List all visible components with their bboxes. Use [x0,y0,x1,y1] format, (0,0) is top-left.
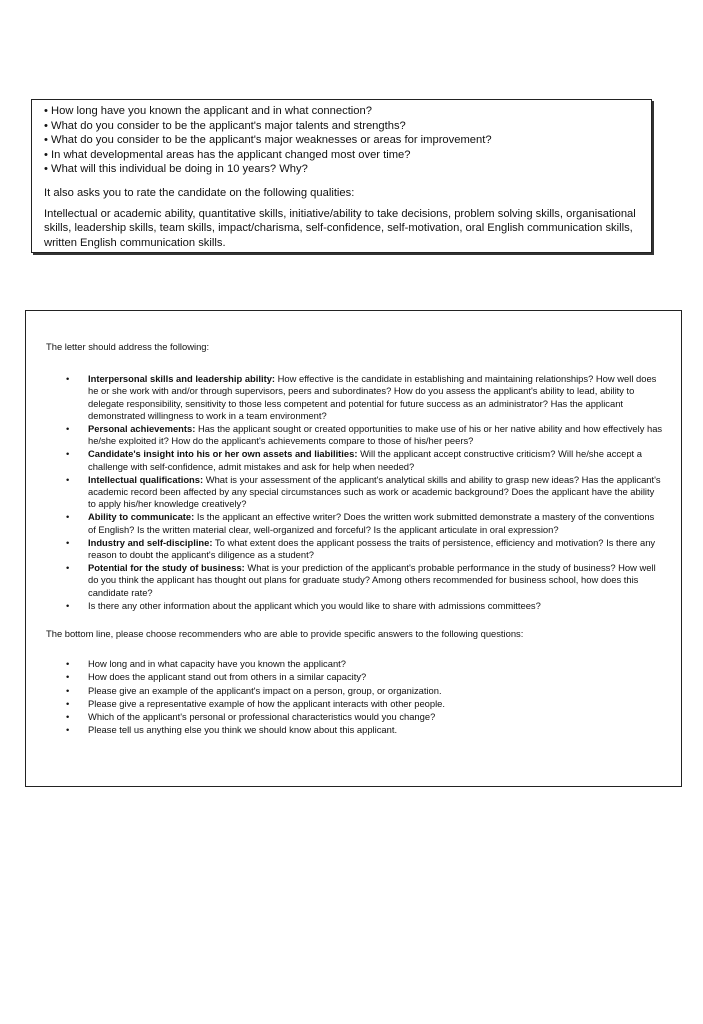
question-text: Please give an example of the applicant's impact on a person, group, or organization. [88,684,442,696]
question-text: How long and in what capacity have you known the applicant? [88,658,346,670]
question-line: • What do you consider to be the applicant's major weaknesses or areas for improvement? [44,134,492,147]
bullet-icon: • [66,473,70,485]
criteria-item [46,511,663,535]
criteria-item [46,423,663,447]
criteria-text: Is there any other information about the applicant which you would like to share with admissions committees? [88,599,541,611]
criteria-item [46,448,663,472]
criteria-item [46,474,663,511]
question-item [46,671,663,683]
bullet-icon: • [66,373,70,385]
question-line: • In what developmental areas has the applicant changed most over time? [44,148,411,161]
question-text: Please tell us anything else you think we should know about this applicant. [88,724,398,736]
question-text: Which of the applicant's personal or professional characteristics would you change? [88,711,436,723]
bullet-icon: • [66,658,70,670]
question-item [46,711,663,723]
criteria-text: Is the applicant an effective writer? Does the written work submitted demonstrate a mastery of the conventions of English? Is the written material clear, well-organized and forceful? Is the applicant articulate in oral expression? [88,511,655,535]
letter-guidelines-box [25,310,682,787]
criteria-heading: Industry and self-discipline: [88,536,213,548]
criteria-list [46,373,663,612]
qualities-list: Intellectual or academic ability, quantitative skills, initiative/ability to take decisions, problem solving skills, organisational skills, leadership skills, team skills, impact/charisma, self-confidence, self-motivation, oral English communication skills, written English communication skills. [44,207,636,249]
bullet-icon: • [66,684,70,696]
bullet-icon: • [66,671,70,683]
bullet-icon: • [66,711,70,723]
bullet-icon: • [66,511,70,523]
criteria-heading: Interpersonal skills and leadership ability: [88,373,276,385]
criteria-item [46,562,663,599]
bullet-icon: • [66,697,70,709]
question-item [46,658,663,670]
question-line: • How long have you known the applicant and in what connection? [44,105,372,117]
criteria-item [46,373,663,422]
recommender-questions-list [46,658,663,736]
bullet-icon: • [66,423,70,435]
letter-intro: The letter should address the following: [46,341,210,352]
criteria-heading: Potential for the study of business: [88,562,245,574]
criteria-text: Will the applicant accept constructive criticism? Will he/she accept a challenge with self-confidence, admit mistakes and ask for help when needed? [88,448,642,472]
question-item [46,685,663,697]
criteria-text: To what extent does the applicant possess the traits of persistence, efficiency and motivation? Is there any reason to doubt the applicant's diligence as a student? [88,536,656,561]
question-text: How does the applicant stand out from others in a similar capacity? [88,671,367,683]
question-item [46,724,663,736]
criteria-text: What is your assessment of the applicant's analytical skills and ability to grasp new ideas? Has the applicant's academic record been affected by any special circumstances such as work or academic background? Does the applicant have the ability to apply his/her knowledge creatively? [88,473,661,510]
criteria-item [46,600,663,612]
criteria-text: How effective is the candidate in establishing and maintaining relationships? How well does he or she work with and/or through supervisors, peers and subordinates? How do you assess the applicant's ability to lead, ability to delegate responsibility, sensitivity to those less competent and potential for future success as an administrator? Has the applicant demonstrated willingness to work in a team environment? [88,373,657,421]
bottom-line-text: The bottom line, please choose recommenders who are able to provide specific answers to the following questions: [46,628,524,640]
criteria-text: Has the applicant sought or created opportunities to make use of his or her native ability and how effectively has he/she exploited it? How do the applicant's achievements compare to those of his/her peers? [88,423,663,447]
bullet-icon: • [66,448,70,460]
criteria-item [46,537,663,561]
bullet-icon: • [66,562,70,574]
criteria-heading: Personal achievements: [88,423,196,435]
question-line: • What do you consider to be the applicant's major talents and strengths? [44,119,406,132]
bullet-icon: • [66,724,70,736]
question-line: • What will this individual be doing in 10 years? Why? [44,163,308,176]
criteria-heading: Intellectual qualifications: [88,473,204,485]
bullet-icon: • [66,536,70,548]
bullet-icon: • [66,599,70,611]
question-text: Please give a representative example of how the applicant interacts with other people. [88,697,445,709]
question-item [46,698,663,710]
rate-intro: It also asks you to rate the candidate on the following qualities: [44,186,355,199]
criteria-text: What is your prediction of the applicant's probable performance in the study of business? How well do you think the applicant has thought out plans for graduate study? Among others recommended for business school, how does this candidate rate? [88,562,656,598]
recommendation-questions-box [31,99,652,253]
criteria-heading: Ability to communicate: [88,511,195,523]
criteria-heading: Candidate's insight into his or her own assets and liabilities: [88,448,358,460]
